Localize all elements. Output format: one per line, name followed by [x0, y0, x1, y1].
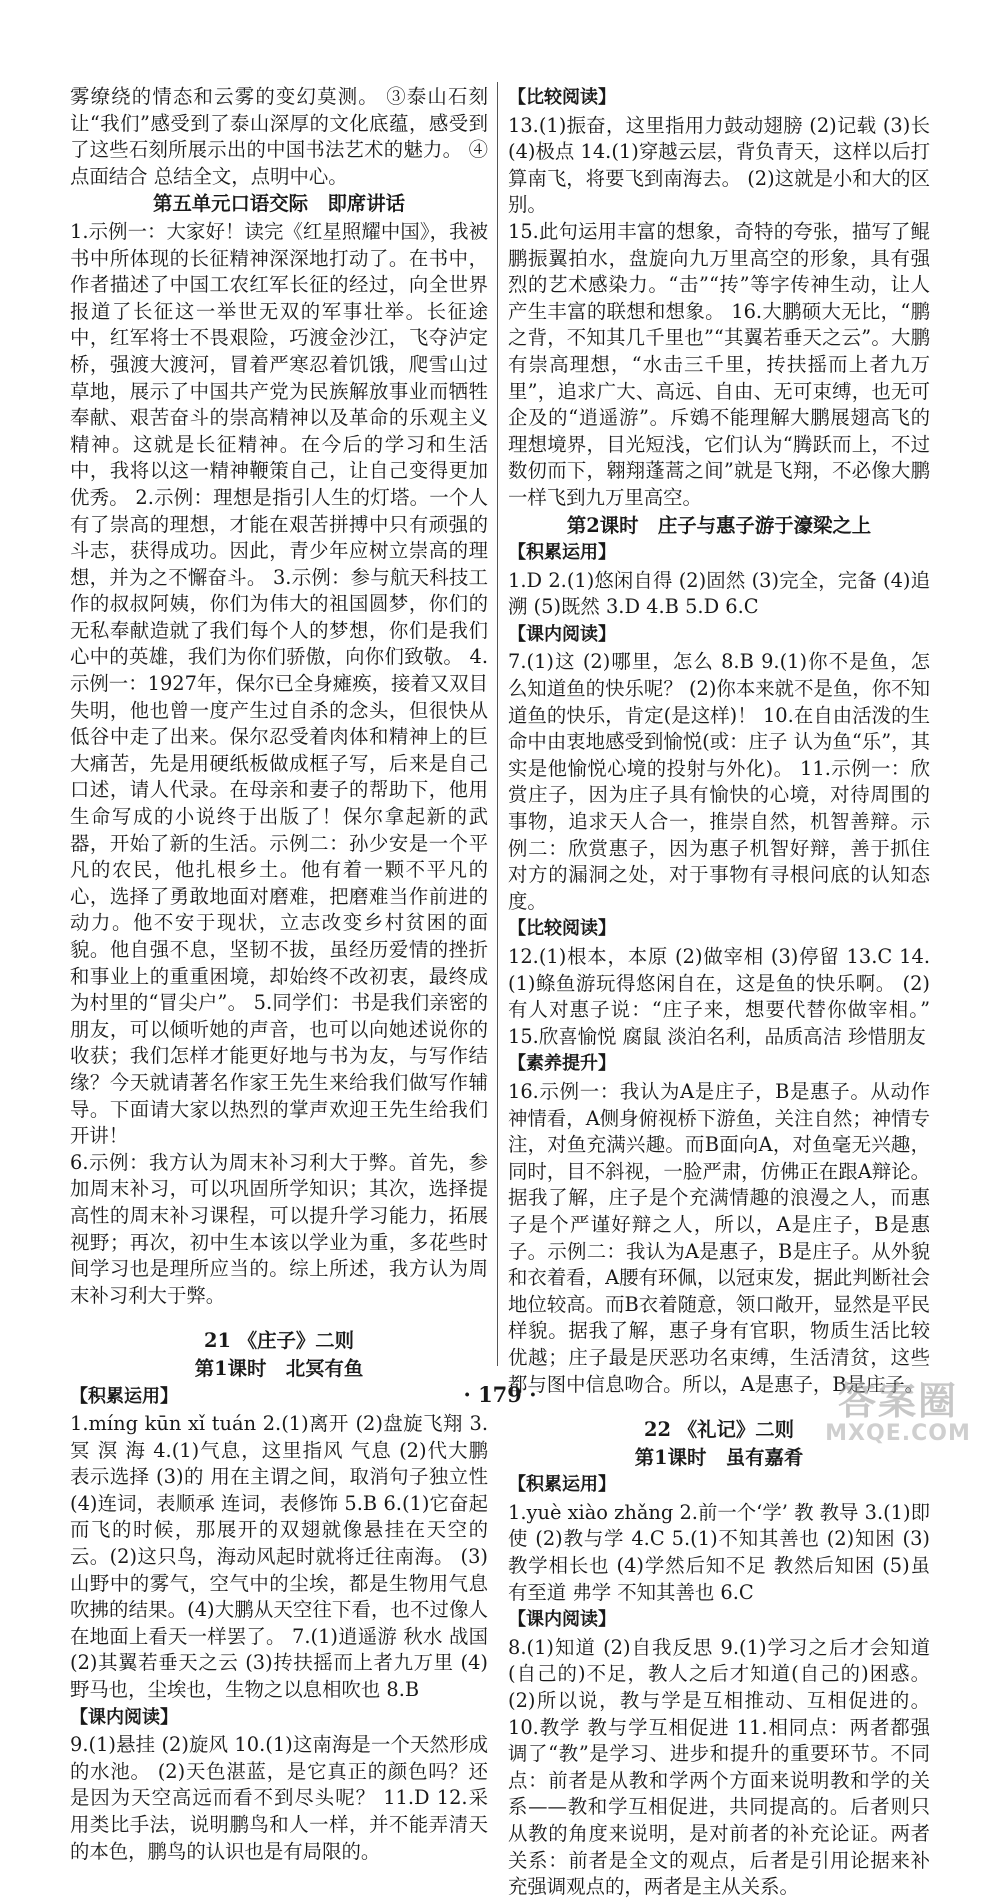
right-column: [508, 84, 930, 1901]
answer-paragraph: 16.示例一：我认为A是庄子，B是惠子。从动作神情看，A侧身俯视桥下游鱼，关注自然；神情专注，对鱼充满兴趣。而B面向A，对鱼毫无兴趣，同时，目不斜视，一脸严肃，仿佛正在跟A辩论。据我了解，庄子是个充满情趣的浪漫之人，而惠子是个严谨好辩之人，所以，A是庄子，B是惠子。示例二：我认为A是惠子，B是庄子。从外貌和衣着看，A腰有环佩，以冠束发，据此判断社会地位较高。而B衣着随意，领口敞开，显然是平民样貌。据我了解，惠子身有官职，物质生活比较优越；庄子最是厌恶功名束缚，生活清贫，这些都与图中信息吻合。所以，A是惠子，B是庄子。: [508, 1079, 930, 1396]
answer-paragraph: 1.示例一：大家好！读完《红星照耀中国》，我被书中所体现的长征精神深深地打动了。在书中，作者描述了中国工农红军长征的经过，向全世界报道了长征这一举世无双的军事壮举。长征途中，红军将士不畏艰险，巧渡金沙江，飞夺泸定桥，强渡大渡河，冒着严寒忍着饥饿，爬雪山过草地，展示了中国共产党为民族解放事业而牺牲奉献、艰苦奋斗的崇高精神以及革命的乐观主义精神。这就是长征精神。在今后的学习和生活中，我将以这一精神鞭策自己，让自己变得更加优秀。 2.示例：理想是指引人生的灯塔。一个人有了崇高的理想，才能在艰苦拼搏中只有顽强的斗志，获得成功。因此，青少年应树立崇高的理想，并为之不懈奋斗。 3.示例：参与航天科技工作的叔叔阿姨，你们为伟大的祖国圆梦，你们的无私奉献造就了我们每个人的梦想，你们是我们心中的英雄，我们为你们骄傲，向你们致敬。 4.示例一：1927年，保尔已全身瘫痪，接着又双目失明，他也曾一度产生过自杀的念头，但很快从低谷中走了出来。保尔忍受着肉体和精神上的巨大痛苦，先是用硬纸板做成框子写，后来是自己口述，请人代录。在母亲和妻子的帮助下，他用生命写成的小说终于出版了！保尔拿起新的武器，开始了新的生活。示例二：孙少安是一个平凡的农民，他扎根乡土。他有着一颗不平凡的心，选择了勇敢地面对磨难，把磨难当作前进的动力。他不安于现状，立志改变乡村贫困的面貌。他自强不息，坚韧不拔，虽经历爱情的挫折和事业上的重重困境，却始终不改初衷，最终成为村里的“冒尖户”。 5.同学们：书是我们亲密的朋友，可以倾听她的声音，也可以向她述说你的收获；我们怎样才能更好地与书为友，与写作结缘？今天就请著名作家王先生来给我们做写作辅导。下面请大家以热烈的掌声欢迎王先生给我们开讲！: [70, 219, 488, 1148]
section-tag: 【积累运用】: [508, 542, 616, 564]
section-tag: 【素养提升】: [508, 1053, 616, 1075]
answer-paragraph: 6.示例：我方认为周末补习利大于弊。首先，参加周末补习，可以巩固所学知识；其次，选择提高性的周末补习课程，可以提升学习能力，拓展视野；再次，初中生本该以学业为重，多花些时间学习也是理所应当的。综上所述，我方认为周末补习利大于弊。: [70, 1150, 488, 1307]
section-tag: 【比较阅读】: [508, 918, 616, 940]
answer-paragraph: 15.此句运用丰富的想象，奇特的夸张，描写了鲲鹏振翼拍水，盘旋向九万里高空的形象，具有强烈的艺术感染力。“击”“抟”等字传神生动，让人产生丰富的联想和想象。 16.大鹏硕大无比，“鹏之背，不知其几千里也”“其翼若垂天之云”。大鹏有崇高理想，“水击三千里，抟扶摇而上者九万里”，追求广大、高远、自由、无可束缚，也无可企及的“逍遥游”。斥鴳不能理解大鹏展翅高飞的理想境界，目光短浅，它们认为“腾跃而上，不过数仞而下，翱翔蓬蒿之间”就是飞翔，不必像大鹏一样飞到九万里高空。: [508, 219, 930, 509]
answer-paragraph: 雾缭绕的情态和云雾的变幻莫测。 ③泰山石刻让“我们”感受到了泰山深厚的文化底蕴，感受到了这些石刻所展示出的中国书法艺术的魅力。 ④点面结合 总结全文，点明中心。: [70, 85, 488, 188]
lesson-title: 第2课时 庄子与惠子游于濠梁之上: [566, 513, 872, 537]
answer-paragraph: 8.(1)知道 (2)自我反思 9.(1)学习之后才会知道(自己的)不足，教人之后才知道(自己的)困惑。(2)所以说，教与学是互相推动、互相促进的。 10.教学 教与学互相促进 11.相同点：两者都强调了“教”是学习、进步和提升的重要环节。不同点：前者是从教和学两个方面来说明教和学的关系——教和学互相促进，共同提高的。后者则只从教的角度来说明，是对前者的补充论证。两者关系：前者是全文的观点，后者是引用论据来补充强调观点的，两者是主从关系。: [508, 1635, 930, 1899]
left-column: [70, 84, 488, 1865]
watermark-logo: [808, 1380, 988, 1452]
lesson-title: 第1课时 虽有嘉肴: [634, 1445, 804, 1469]
answer-paragraph: 12.(1)根本，本原 (2)做宰相 (3)停留 13.C 14.(1)鲦鱼游玩得悠闲自在，这是鱼的快乐啊。 (2)有人对惠子说：“庄子来，想要代替你做宰相。” 15.欣喜愉悦 腐鼠 淡泊名利，品质高洁 珍惜朋友: [508, 945, 930, 1048]
watermark-text: 答案圈: [837, 1379, 958, 1423]
lesson-title: 第1课时 北冥有鱼: [194, 1356, 364, 1380]
section-tag: 【积累运用】: [508, 1474, 616, 1496]
section-tag: 【课内阅读】: [70, 1706, 178, 1728]
section-tag: 【积累运用】: [70, 1385, 178, 1407]
answer-paragraph: 7.(1)这 (2)哪里，怎么 8.B 9.(1)你不是鱼，怎么知道鱼的快乐呢？ (2)你本来就不是鱼，你不知道鱼的快乐，肯定(是这样)！ 10.在自由活泼的生命中由衷地感受到愉悦(或：庄子 认为鱼“乐”，其实是他愉悦心境的投射与外化)。 11.示例一：欣赏庄子，因为庄子具有愉快的心境，对待周围的事物，追求天人合一，推崇自然，机智善辩。示例二：欣赏惠子，因为惠子机智好辩，善于抓住对方的漏洞之处，对于事物有寻根问底的认知态度。: [508, 650, 930, 913]
column-divider: [497, 82, 498, 1366]
section-tag: 【课内阅读】: [508, 623, 616, 645]
section-tag: 【课内阅读】: [508, 1609, 616, 1631]
answer-paragraph: 1.míng kūn xǐ tuán 2.(1)离开 (2)盘旋飞翔 3.冥 溟 海 4.(1)气息，这里指风 气息 (2)代大鹏 表示选择 (3)的 用在主谓之间，取消句子独立性 (4)连词，表顺承 连词，表修饰 5.B 6.(1)它奋起而飞的时候，那展开的双翅就像悬挂在天空的云。(2)这只鸟，海动风起时就将迁往南海。 (3)山野中的雾气，空气中的尘埃，都是生物用气息吹拂的结果。(4)大鹏从天空往下看，也不过像人在地面上看天一样罢了。 7.(1)逍遥游 秋水 战国 (2)其翼若垂天之云 (3)抟扶摇而上者九万里 (4)野马也，尘埃也，生物之以息相吹也 8.B: [70, 1412, 488, 1702]
chapter-title: 21 《庄子》二则: [203, 1329, 355, 1353]
answer-paragraph: 13.(1)振奋，这里指用力鼓动翅膀 (2)记载 (3)长 (4)极点 14.(1)穿越云层，背负青天，这样以后打算南飞，将要飞到南海去。 (2)这就是小和大的区别。: [508, 113, 930, 217]
answer-paragraph: 9.(1)悬挂 (2)旋风 10.(1)这南海是一个天然形成的水池。 (2)天色湛蓝，是它真正的颜色吗？还是因为天空高远而看不到尽头呢？ 11.D 12.采用类比手法，说明鹏鸟和人一样，并不能弄清天的本色，鹏鸟的认识也是有局限的。: [70, 1733, 488, 1863]
section-title: 第五单元口语交际 即席讲话: [152, 192, 406, 216]
page-number: · 179 ·: [463, 1382, 537, 1407]
chapter-title: 22 《礼记》二则: [643, 1418, 795, 1442]
answer-paragraph: 1.D 2.(1)悠闲自得 (2)固然 (3)完全，完备 (4)追溯 (5)既然 3.D 4.B 5.D 6.C: [508, 568, 930, 619]
watermark-url: MXQE.COM: [825, 1421, 971, 1446]
answer-paragraph: 1.yuè xiào zhǎng 2.前一个‘学’ 教 教导 3.(1)即使 (2)教与学 4.C 5.(1)不知其善也 (2)知困 (3)教学相长也 (4)学然后知不足 教然后知困 (5)虽有至道 弗学 不知其善也 6.C: [508, 1500, 930, 1604]
section-tag: 【比较阅读】: [508, 87, 616, 108]
